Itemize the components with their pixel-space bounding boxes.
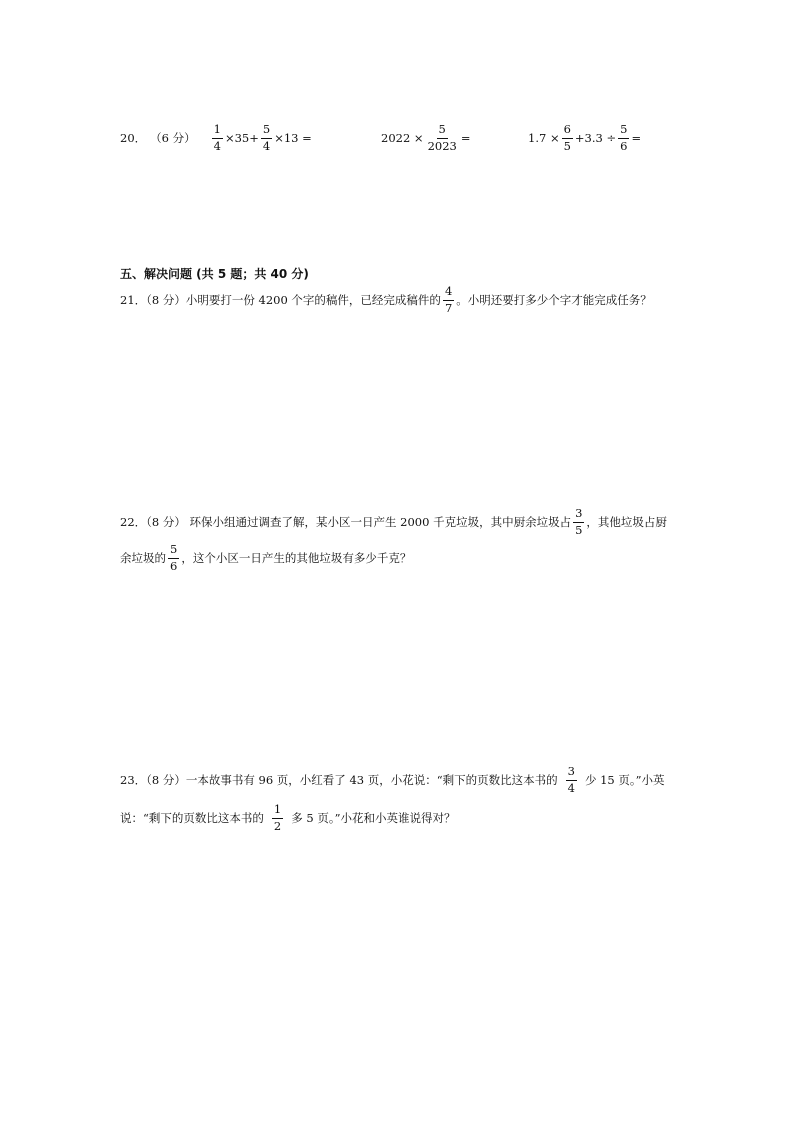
fraction-numerator: 3 [573, 508, 584, 523]
question-text: 余垃圾的 [120, 551, 166, 565]
q22-line-2 [120, 544, 411, 572]
q20-number: 20． [120, 131, 147, 145]
fraction [261, 124, 272, 152]
fraction [212, 124, 223, 152]
fraction-numerator: 1 [212, 124, 223, 139]
fraction-denominator: 4 [213, 138, 221, 153]
fraction-numerator: 1 [272, 804, 283, 819]
fraction [562, 124, 573, 152]
fraction-denominator: 6 [170, 558, 178, 573]
fraction-numerator: 5 [618, 124, 629, 139]
question-text: 23．（8 分）一本故事书有 96 页，小红看了 43 页，小花说：“剩下的页数比这本书的 [120, 773, 558, 787]
question-text: 。小明还要打多少个字才能完成任务？ [456, 293, 652, 307]
operator-text: 2022 × [381, 131, 424, 145]
fraction [168, 544, 179, 572]
question-text: 21．（8 分）小明要打一份 4200 个字的稿件，已经完成稿件的 [120, 293, 441, 307]
operator-text: ×13 = [274, 131, 312, 145]
fraction-denominator: 2023 [427, 138, 457, 153]
q23-line-2 [120, 804, 455, 832]
fraction-numerator: 6 [562, 124, 573, 139]
fraction-numerator: 3 [566, 766, 577, 781]
q20-score: （6 分） [150, 131, 196, 145]
operator-text: = [460, 131, 471, 145]
fraction-denominator: 4 [567, 780, 575, 795]
fraction [573, 508, 584, 536]
q22-line-1 [120, 508, 667, 536]
question-text: ，其他垃圾占厨 [586, 515, 667, 529]
question-text: 22．（8 分） 环保小组通过调查了解，某小区一日产生 2000 千克垃圾，其中厨余垃圾占 [120, 515, 572, 529]
question-text: ，这个小区一日产生的其他垃圾有多少千克？ [181, 551, 412, 565]
fraction-denominator: 4 [262, 138, 271, 153]
fraction-denominator: 5 [563, 138, 571, 153]
fraction-denominator: 5 [575, 522, 583, 537]
q23-line-1 [120, 766, 665, 794]
operator-text: = [631, 131, 642, 145]
q21-text [120, 286, 652, 314]
fraction-denominator: 6 [620, 138, 628, 153]
fraction-numerator: 5 [261, 124, 272, 139]
question-text: 说：“剩下的页数比这本书的 [120, 811, 264, 825]
section-heading: 五、解决问题 (共 5 题；共 40 分) [120, 267, 309, 281]
fraction [272, 804, 283, 832]
operator-text: +3.3 ÷ [574, 131, 617, 145]
fraction [618, 124, 629, 152]
fraction-numerator: 4 [443, 286, 454, 301]
q20-expression-1 [120, 124, 312, 152]
fraction-denominator: 7 [444, 300, 453, 315]
question-text: 多 5 页。”小花和小英谁说得对？ [291, 811, 456, 825]
fraction [426, 124, 459, 152]
fraction-denominator: 2 [273, 818, 282, 833]
fraction [443, 286, 454, 314]
fraction-numerator: 5 [437, 124, 448, 139]
question-text: 少 15 页。”小英 [584, 773, 665, 787]
fraction-numerator: 5 [168, 544, 179, 559]
operator-text: 1.7 × [528, 131, 560, 145]
fraction [566, 766, 577, 794]
operator-text: ×35+ [224, 131, 259, 145]
q20-expression-3 [528, 124, 641, 152]
q20-expression-2 [381, 124, 470, 152]
